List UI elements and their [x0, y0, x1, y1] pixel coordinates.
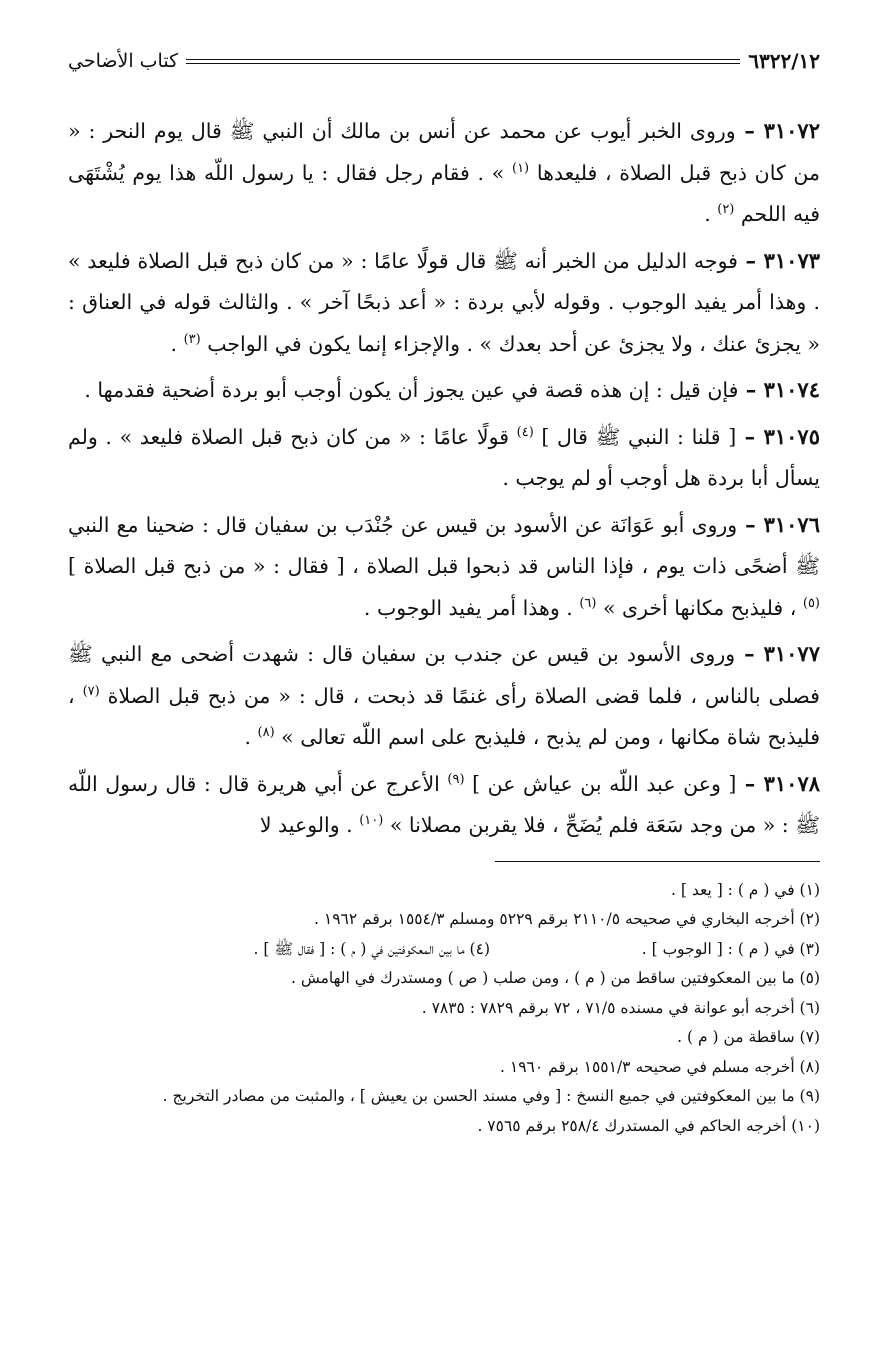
- running-head: [68, 42, 820, 80]
- paragraph-text: [ قلنا : النبي ﷺ قال ]: [533, 424, 737, 449]
- paragraph-number: ٣١٠٧٥ –: [736, 423, 820, 449]
- footnote-4: (٤) ما بين المعكوفتين في ( م ) : [ فقال ﷺ ] .: [253, 939, 490, 958]
- paragraph-text: [ وعن عبد اللّه بن عياش عن ]: [464, 771, 737, 796]
- book-page: [68, 42, 820, 1141]
- paragraph-text: ، فليذبح مكانها أخرى »: [596, 595, 803, 620]
- footnote-6: (٦) أخرجه أبو عوانة في مسنده ٧١/٥ ، ٧٢ برقم ٧٨٢٩ : ٧٨٣٥ .: [421, 998, 820, 1017]
- footnote-8: (٨) أخرجه مسلم في صحيحه ١٥٥١/٣ برقم ١٩٦٠ .: [500, 1057, 820, 1076]
- paragraph-number: ٣١٠٧٣ –: [738, 247, 821, 273]
- paragraph-text: قولًا عامًا : « من كان ذبح قبل الصلاة فليعد » . ولم يسأل أبا بردة هل أوجب أو لم يوجب .: [68, 424, 820, 490]
- paragraph-text: . وهذا أمر يفيد الوجوب .: [363, 595, 580, 620]
- footnotes: [68, 876, 820, 1142]
- paragraph-text: وروى الأسود بن قيس عن جندب بن سفيان قال : شهدت أضحى مع النبي ﷺ فصلى بالناس ، فلما قضى الصلاة رأى غنمًا قد ذبحت ، قال : « من ذبح قبل الصلاة: [68, 642, 820, 708]
- footnote-3: (٣) في ( م ) : [ الوجوب ] .: [641, 939, 820, 958]
- paragraph-text: .: [704, 202, 718, 226]
- paragraph-text: فإن قيل : إن هذه قصة في عين يجوز أن يكون أوجب أبو بردة أضحية فقدمها .: [84, 378, 739, 402]
- footnote-marker: (٣): [183, 331, 201, 347]
- paragraph-number: ٣١٠٧٤ –: [738, 377, 820, 402]
- paragraph-text: فوجه الدليل من الخبر أنه ﷺ قال قولًا عامًا : « من كان ذبح قبل الصلاة فليعد » . وهذا أمر يفيد الوجوب . وقوله لأبي بردة : « أعد ذبحًا آخر » . والثالث قوله في العناق : « يجزئ عنك ، ولا يجزئ عن أحد بعدك » . والإجزاء إنما يكون في الواجب: [68, 248, 820, 356]
- page-reference: ٦٣٢٢/١٢: [748, 49, 820, 73]
- footnote-marker: (٤): [516, 424, 534, 440]
- paragraph-text: وروى أبو عَوَانَة عن الأسود بن قيس عن جُنْدَب بن سفيان قال : ضحينا مع النبي ﷺ أضحًى ذات يوم ، فإذا الناس قد ذبحوا قبل الصلاة ، [ فقال : « من ذبح قبل الصلاة ]: [68, 512, 820, 578]
- paragraph: [68, 763, 820, 847]
- footnote-row-3-4: [68, 935, 820, 965]
- main-text: [68, 110, 820, 847]
- footnote-marker: (٨): [257, 725, 275, 741]
- paragraph-text: وروى الخبر أيوب عن محمد عن أنس بن مالك أن النبي ﷺ قال يوم النحر : « من كان ذبح قبل الصلاة ، فليعدها: [68, 119, 820, 185]
- paragraph-number: ٣١٠٧٧ –: [735, 641, 820, 666]
- paragraph-text: » . فقام رجل فقال : يا رسول اللّه هذا يوم يُشْتَهَى فيه اللحم: [68, 160, 820, 226]
- footnote-marker: (٦): [579, 595, 597, 611]
- paragraph: [68, 416, 820, 500]
- footnote-7: (٧) ساقطة من ( م ) .: [677, 1028, 820, 1046]
- paragraph-number: ٣١٠٧٨ –: [736, 770, 821, 796]
- book-title: كتاب الأضاحي: [68, 50, 179, 72]
- paragraph-number: ٣١٠٧٦ –: [737, 511, 820, 537]
- footnote-10: (١٠) أخرجه الحاكم في المستدرك ٢٥٨/٤ برقم ٧٥٦٥ .: [477, 1116, 820, 1135]
- footnote-marker: (٥): [802, 595, 820, 611]
- paragraph: [68, 504, 820, 630]
- header-rule: [186, 59, 740, 64]
- paragraph-number: ٣١٠٧٢ –: [735, 118, 820, 143]
- footnote-marker: (٩): [447, 771, 465, 787]
- paragraph: [68, 369, 820, 412]
- footnote-5: (٥) ما بين المعكوفتين ساقط من ( م ) ، ومن صلب ( ص ) ومستدرك في الهامش .: [290, 969, 820, 987]
- paragraph: [68, 110, 820, 236]
- footnote-marker: (٢): [717, 202, 735, 218]
- paragraph: [68, 240, 820, 366]
- paragraph-text: .: [244, 725, 258, 749]
- footnote-marker: (٧): [82, 683, 100, 699]
- paragraph: [68, 633, 820, 759]
- footnote-marker: (١٠): [359, 813, 384, 829]
- paragraph-text: ، فليذبح شاة مكانها ، ومن لم يذبح ، فليذبح على اسم اللّه تعالى »: [68, 683, 820, 749]
- paragraph-text: . والوعيد لا: [259, 813, 360, 837]
- paragraph-text: الأعرج عن أبي هريرة قال : قال رسول اللّه ﷺ : « من وجد سَعَة فلم يُضَحِّ ، فلا يقربن مصلانا »: [68, 771, 820, 837]
- paragraph-text: .: [170, 331, 184, 356]
- footnote-separator: [495, 861, 820, 862]
- footnote-1: (١) في ( م ) : [ يعد ] .: [671, 880, 820, 899]
- footnote-2: (٢) أخرجه البخاري في صحيحه ٢١١٠/٥ برقم ٥٢٢٩ ومسلم ١٥٥٤/٣ برقم ١٩٦٢ .: [314, 910, 820, 928]
- footnote-marker: (١): [511, 160, 530, 176]
- footnote-9: (٩) ما بين المعكوفتين في جميع النسخ : [ وفي مسند الحسن بن يعيش ] ، والمثبت من مصادر التخريج .: [162, 1087, 820, 1105]
